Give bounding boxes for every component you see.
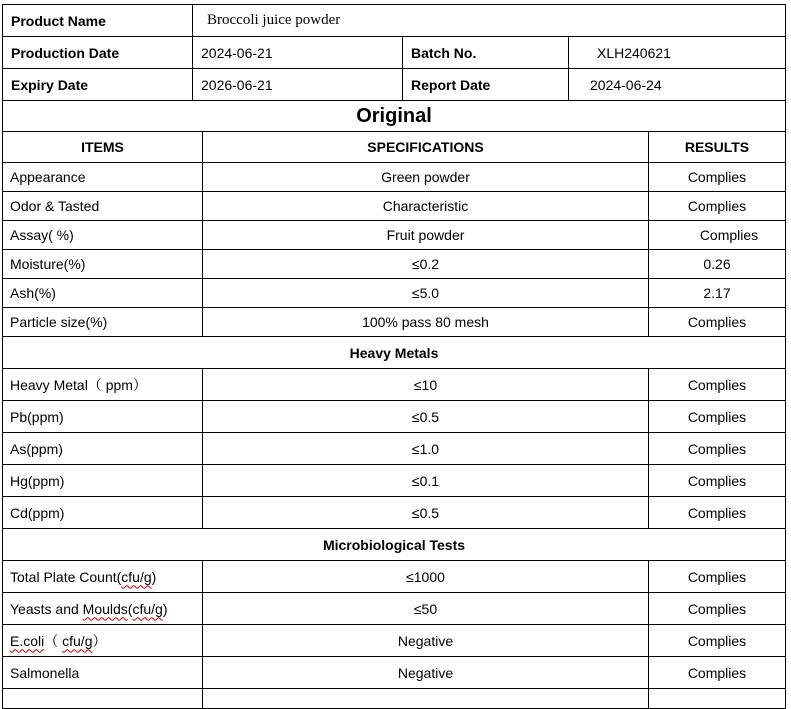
spellcheck-word: cfu/g — [121, 568, 152, 585]
result-cell: Complies — [649, 401, 786, 433]
table-row — [3, 369, 786, 401]
product-name-value: Broccoli juice powder — [193, 5, 786, 37]
result-cell: Complies — [649, 561, 786, 593]
expiry-date-row — [3, 69, 786, 101]
spellcheck-word: cfu/g — [62, 632, 93, 649]
spec-cell: Negative — [203, 625, 649, 657]
item-cell: Assay( %) — [3, 221, 203, 250]
spec-cell: ≤1.0 — [203, 433, 649, 465]
result-cell: 0.26 — [649, 250, 786, 279]
table-row — [3, 561, 786, 593]
table-row-partial — [3, 689, 786, 709]
spec-cell: Characteristic — [203, 192, 649, 221]
product-name-row — [3, 5, 786, 37]
item-cell: Cd(ppm) — [3, 497, 203, 529]
item-cell — [3, 625, 203, 657]
item-text: Yeasts and — [10, 600, 83, 617]
result-cell: 2.17 — [649, 279, 786, 308]
result-cell: Complies — [649, 593, 786, 625]
spec-cell: ≤0.5 — [203, 401, 649, 433]
result-cell: Complies — [649, 369, 786, 401]
item-cell: Ash(%) — [3, 279, 203, 308]
column-header-row — [3, 132, 786, 163]
item-cell — [3, 689, 203, 709]
table-row — [3, 192, 786, 221]
result-cell: Complies — [649, 625, 786, 657]
batch-no-value: XLH240621 — [569, 37, 786, 69]
result-cell: Complies — [649, 308, 786, 337]
table-row — [3, 308, 786, 337]
product-name-label: Product Name — [3, 5, 193, 37]
result-cell: Complies — [649, 163, 786, 192]
item-cell: Particle size(%) — [3, 308, 203, 337]
spec-cell: ≤50 — [203, 593, 649, 625]
item-text: ) — [162, 600, 168, 617]
item-cell — [3, 593, 203, 625]
spec-cell: Negative — [203, 657, 649, 689]
item-text: ） — [92, 632, 107, 649]
production-date-label: Production Date — [3, 37, 193, 69]
item-cell: Hg(ppm) — [3, 465, 203, 497]
heavy-metals-section-row — [3, 337, 786, 369]
spec-cell: ≤1000 — [203, 561, 649, 593]
page-title: Original — [3, 101, 786, 132]
production-date-value: 2024-06-21 — [193, 37, 403, 69]
table-row — [3, 593, 786, 625]
item-cell: Heavy Metal（ ppm） — [3, 369, 203, 401]
table-row — [3, 279, 786, 308]
table-row — [3, 401, 786, 433]
result-cell: Complies — [649, 497, 786, 529]
item-text: （ — [44, 632, 63, 649]
spec-cell: Fruit powder — [203, 221, 649, 250]
item-cell: Pb(ppm) — [3, 401, 203, 433]
results-column-header: RESULTS — [649, 132, 786, 163]
result-cell — [649, 689, 786, 709]
item-text: ) — [151, 568, 157, 585]
result-cell: Complies — [649, 657, 786, 689]
item-cell: Odor & Tasted — [3, 192, 203, 221]
table-row — [3, 465, 786, 497]
expiry-date-value: 2026-06-21 — [193, 69, 403, 101]
table-row — [3, 163, 786, 192]
microbiological-section-row — [3, 529, 786, 561]
item-cell: Appearance — [3, 163, 203, 192]
specifications-column-header: SPECIFICATIONS — [203, 132, 649, 163]
spec-cell: ≤0.2 — [203, 250, 649, 279]
item-cell: As(ppm) — [3, 433, 203, 465]
spec-cell: ≤0.5 — [203, 497, 649, 529]
spellcheck-word: cfu/g — [132, 600, 163, 617]
batch-no-label: Batch No. — [403, 37, 569, 69]
result-cell: Complies — [649, 221, 786, 250]
spec-cell: ≤10 — [203, 369, 649, 401]
item-text: Total Plate Count( — [10, 568, 122, 585]
result-cell: Complies — [649, 433, 786, 465]
table-row — [3, 433, 786, 465]
table-row — [3, 625, 786, 657]
title-row — [3, 101, 786, 132]
items-column-header: ITEMS — [3, 132, 203, 163]
spec-cell: ≤0.1 — [203, 465, 649, 497]
item-text: ( — [127, 600, 133, 617]
result-cell: Complies — [649, 192, 786, 221]
heavy-metals-heading: Heavy Metals — [3, 337, 786, 369]
item-cell — [3, 561, 203, 593]
spec-cell: 100% pass 80 mesh — [203, 308, 649, 337]
production-date-row — [3, 37, 786, 69]
spec-cell: ≤5.0 — [203, 279, 649, 308]
spec-cell — [203, 689, 649, 709]
table-row — [3, 221, 786, 250]
spellcheck-word: Moulds — [82, 600, 128, 617]
report-date-value: 2024-06-24 — [569, 69, 786, 101]
certificate-of-analysis-table — [2, 4, 786, 709]
spec-cell: Green powder — [203, 163, 649, 192]
table-row — [3, 497, 786, 529]
item-cell: Salmonella — [3, 657, 203, 689]
table-row — [3, 250, 786, 279]
result-cell: Complies — [649, 465, 786, 497]
table-row — [3, 657, 786, 689]
expiry-date-label: Expiry Date — [3, 69, 193, 101]
report-date-label: Report Date — [403, 69, 569, 101]
microbiological-heading: Microbiological Tests — [3, 529, 786, 561]
spellcheck-word: E.coli — [10, 632, 45, 649]
item-cell: Moisture(%) — [3, 250, 203, 279]
